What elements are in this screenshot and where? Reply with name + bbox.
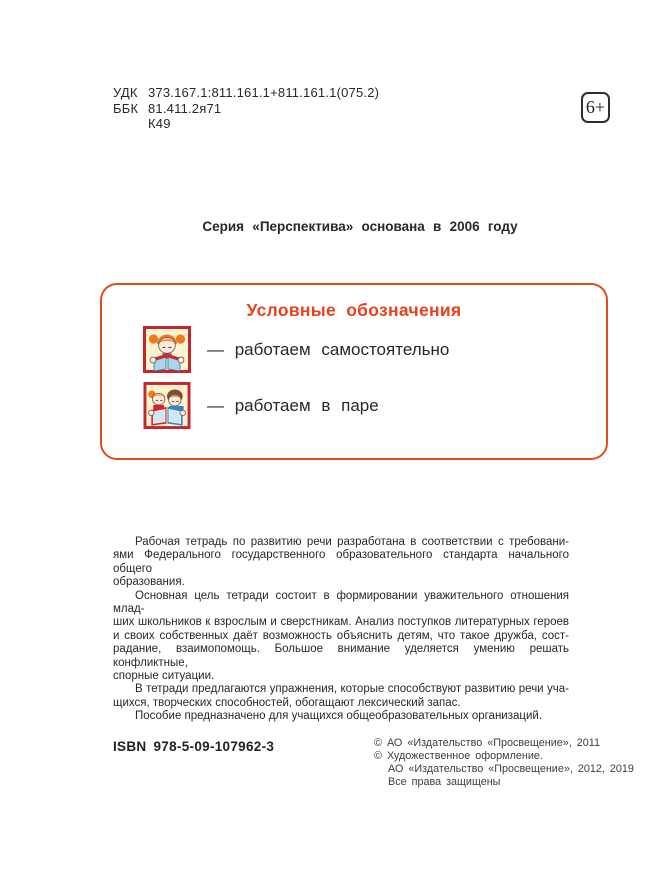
isbn: ISBN 978-5-09-107962-3 xyxy=(113,739,275,754)
series-note: Серия «Перспектива» основана в 2006 году xyxy=(202,219,518,234)
bbk-label: ББК xyxy=(113,100,139,116)
annotation-line: ших школьников к взрослым и сверстникам. Анализ поступков литературных героев xyxy=(113,616,569,629)
annotation-line: образования. xyxy=(113,576,185,589)
legend-title: Условные обозначения xyxy=(246,300,462,320)
legend-item-label: — работаем в паре xyxy=(207,395,379,415)
legend-box xyxy=(100,283,608,460)
author-code: К49 xyxy=(148,116,171,131)
annotation-line: Основная цель тетради состоит в формировании уважительного отношения млад- xyxy=(113,589,569,616)
annotation-line: спорные ситуации. xyxy=(113,670,215,683)
annotation-line: Рабочая тетрадь по развитию речи разработана в соответствии с требовани- xyxy=(135,536,569,548)
copyright-block xyxy=(374,737,634,789)
annotation-line: ями Федерального государственного образовательного стандарта начального общего xyxy=(113,549,569,575)
bbk-value: 81.411.2я71 xyxy=(148,100,222,116)
annotation-text xyxy=(113,536,569,724)
annotation-line: и своих собственных даёт возможность объяснить детям, что такое дружба, сост- xyxy=(113,629,569,642)
age-rating-badge: 6+ xyxy=(581,92,610,123)
classification-codes xyxy=(113,85,379,132)
author-code-row xyxy=(113,116,379,132)
udk-value: 373.167.1:811.161.1+811.161.1(075.2) xyxy=(148,85,380,100)
udk-label: УДК xyxy=(113,85,138,100)
copyright-line: АО «Издательство «Просвещение», 2012, 2019 xyxy=(388,762,634,775)
children-pair-reading-icon xyxy=(143,382,191,429)
copyright-line: © АО «Издательство «Просвещение», 2011 xyxy=(374,737,600,749)
copyright-line: © Художественное оформление. xyxy=(374,749,543,762)
girl-reading-icon xyxy=(143,326,191,373)
annotation-line: радание, взаимопомощь. Большое внимание уделяется умению решать конфликтные, xyxy=(113,643,569,669)
bbk-row xyxy=(113,101,379,117)
legend-item-independent-work xyxy=(143,326,449,373)
annotation-line: В тетради предлагаются упражнения, которые способствуют развитию речи уча- xyxy=(135,683,569,696)
annotation-line: щихся, творческих способностей, обогащают лексический запас. xyxy=(113,696,461,709)
legend-item-pair-work xyxy=(143,382,379,429)
annotation-line: Пособие предназначено для учащихся общеобразовательных организаций. xyxy=(135,710,543,723)
udk-row xyxy=(113,85,379,101)
copyright-line: Все права защищены xyxy=(388,775,501,788)
legend-item-label: — работаем самостоятельно xyxy=(207,339,450,359)
